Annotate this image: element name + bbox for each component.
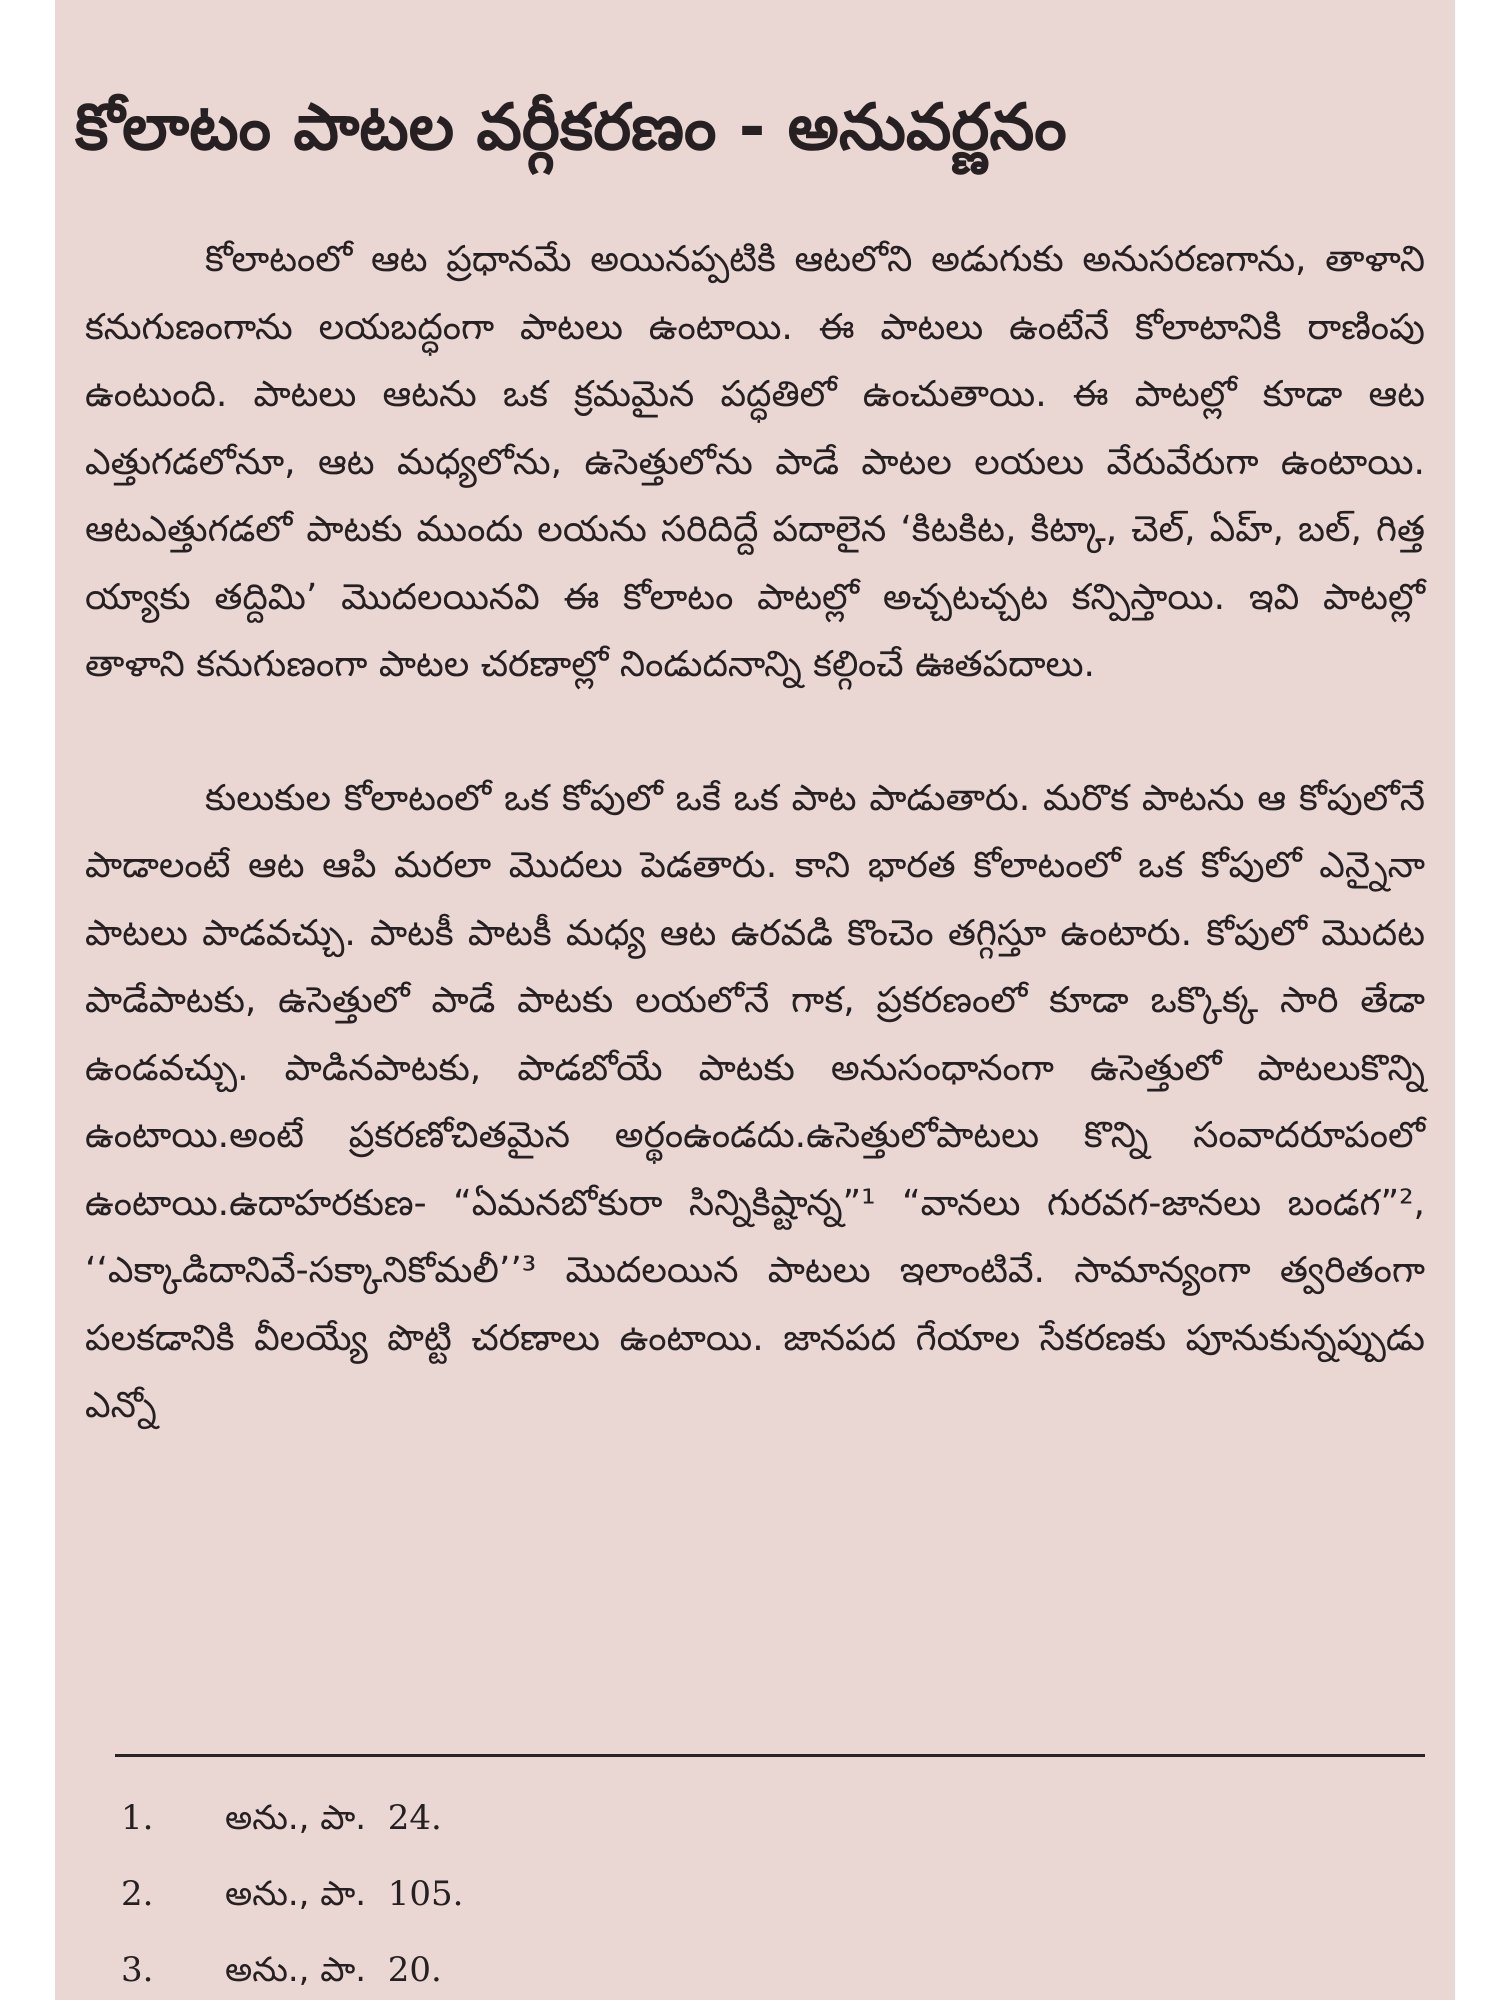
footnote-page: 20. bbox=[387, 1950, 442, 1990]
paragraph-2: కులుకుల కోలాటంలో ఒక కోపులో ఒకే ఒక పాట పాడుతారు. మరొక పాటను ఆ కోపులోనే పాడాలంటే ఆట ఆపి మరలా మొదలు పెడతారు. కాని భారత కోలాటంలో ఒక కోపులో ఎన్నైనా పాటలు పాడవచ్చు. పాటకీ పాటకీ మధ్య ఆట ఉరవడి కొంచెం తగ్గిస్తూ ఉంటారు. కోపులో మొదట పాడేపాటకు, ఉసెత్తులో పాడే పాటకు లయలోనే గాక, ప్రకరణంలో కూడా ఒక్కొక్క సారి తేడా ఉండవచ్చు. పాడినపాటకు, పాడబోయే పాటకు అనుసంధానంగా ఉసెత్తులో పాటలుకొన్ని ఉంటాయి.అంటే ప్రకరణోచితమైన అర్థంఉండదు.ఉసెత్తులోపాటలు కొన్ని సంవాదరూపంలో ఉంటాయి.ఉదాహరకుణ- “ఏమనబోకురా సిన్నికిష్టాన్న”¹ “వానలు గురవగ-జానలు బండగ”², ‘‘ఎక్కాడిదానివే-సక్కానికోమలీ’’³ మొదలయిన పాటలు ఇలాంటివే. సామాన్యంగా త్వరితంగా పలకడానికి వీలయ్యే పొట్టి చరణాలు ఉంటాయి. జానపద గేయాల సేకరణకు పూనుకున్నప్పుడు ఎన్నో bbox=[85, 777, 1425, 1426]
footnote-page: 105. bbox=[387, 1874, 464, 1914]
footnotes bbox=[121, 1780, 1321, 2008]
body-text bbox=[85, 226, 1425, 1440]
footnote-number: 3. bbox=[121, 1950, 154, 1990]
footnote-number: 2. bbox=[121, 1874, 154, 1914]
footnote-number: 1. bbox=[121, 1798, 154, 1838]
footnote-source: అను., పా. bbox=[225, 1798, 367, 1838]
footnote-3 bbox=[121, 1932, 1321, 2008]
paragraph-1: కోలాటంలో ఆట ప్రధానమే అయినప్పటికి ఆటలోని అడుగుకు అనుసరణగాను, తాళాని కనుగుణంగాను లయబద్ధంగా పాటలు ఉంటాయి. ఈ పాటలు ఉంటేనే కోలాటానికి రాణింపు ఉంటుంది. పాటలు ఆటను ఒక క్రమమైన పద్ధతిలో ఉంచుతాయి. ఈ పాటల్లో కూడా ఆట ఎత్తుగడలోనూ, ఆట మధ్యలోను, ఉసెత్తులోను పాడే పాటల లయలు వేరువేరుగా ఉంటాయి. ఆటఎత్తుగడలో పాటకు ముందు లయను సరిదిద్దే పదాలైన ‘కిటకిట, కిట్కా, చెల్, ఏహ్, బల్, గిత్త య్యాకు తద్దిమి’ మొదలయినవి ఈ కోలాటం పాటల్లో అచ్చటచ్చట కన్పిస్తాయి. ఇవి పాటల్లో తాళాని కనుగుణంగా పాటల చరణాల్లో నిండుదనాన్ని కల్గించే ఊతపదాలు. bbox=[85, 239, 1425, 685]
page-title: కోలాటం పాటల వర్గీకరణం - అనువర్ణనం bbox=[75, 90, 1067, 165]
footnote-divider bbox=[115, 1754, 1425, 1757]
footnote-page: 24. bbox=[387, 1798, 442, 1838]
book-page bbox=[55, 0, 1455, 2000]
footnote-2 bbox=[121, 1856, 1321, 1932]
footnote-source: అను., పా. bbox=[225, 1950, 367, 1990]
footnote-source: అను., పా. bbox=[225, 1874, 367, 1914]
footnote-1 bbox=[121, 1780, 1321, 1856]
